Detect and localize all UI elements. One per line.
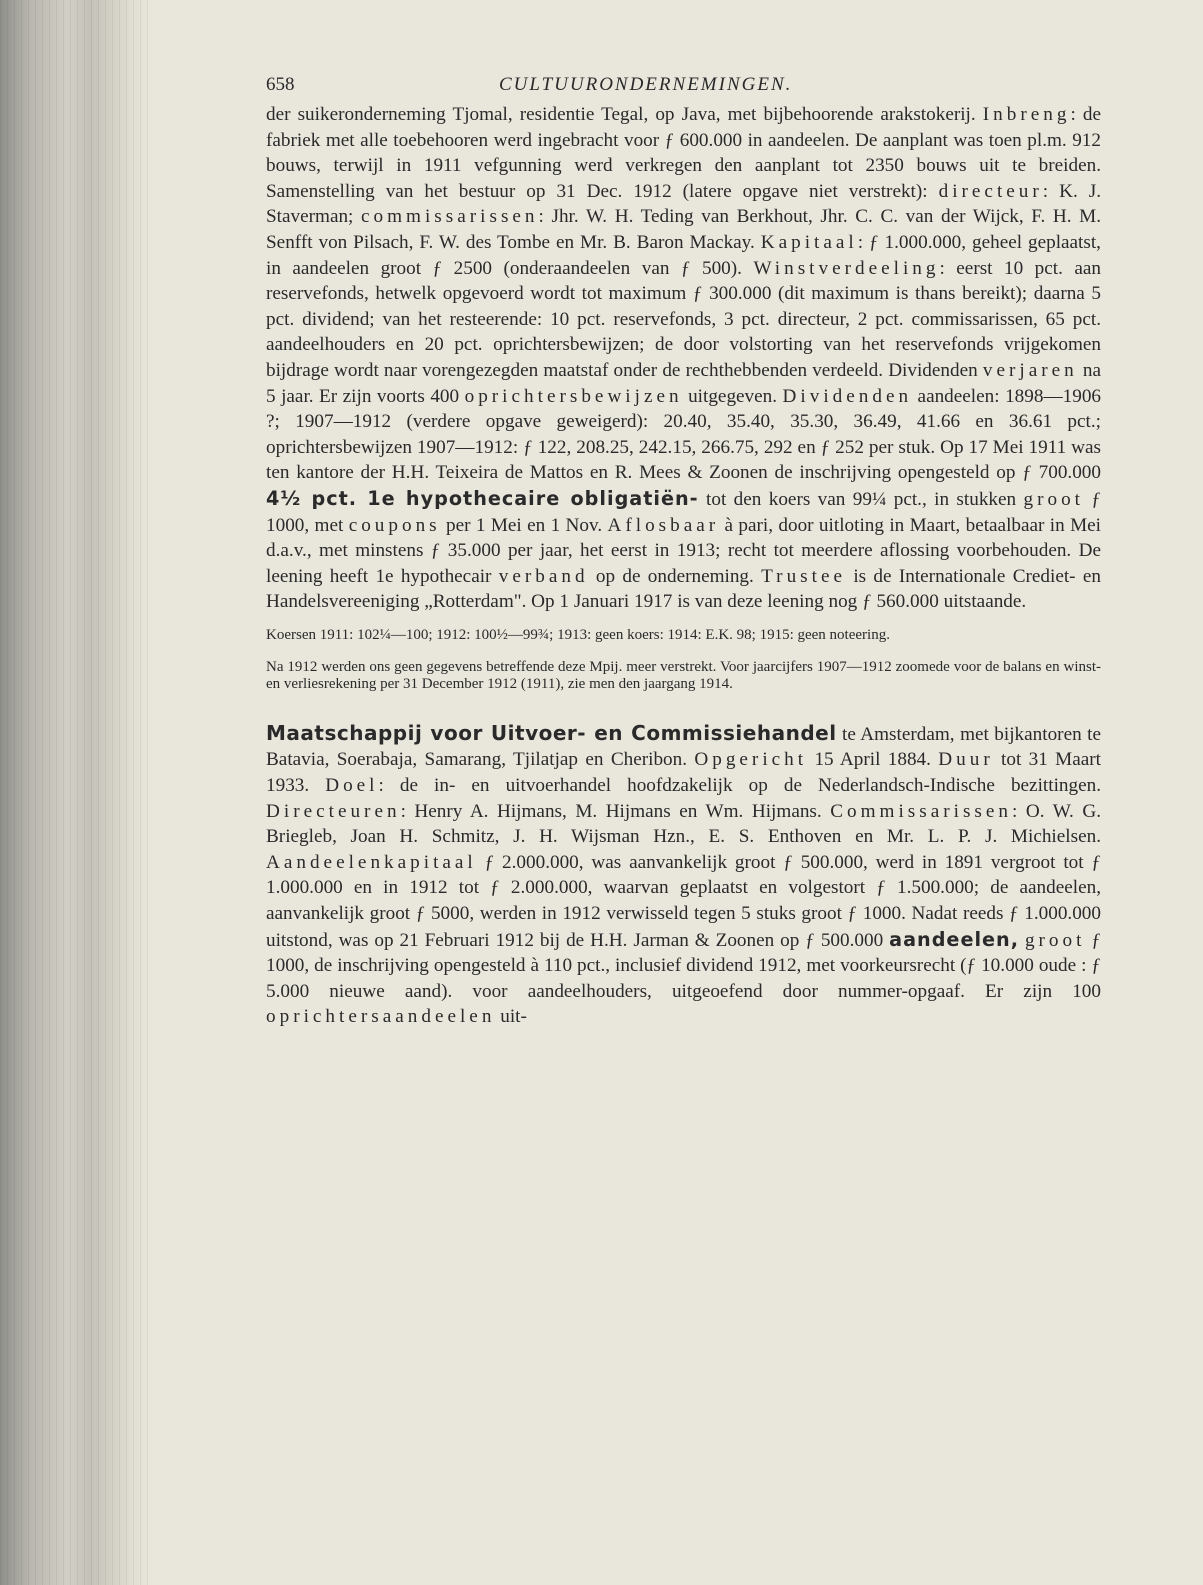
entry-title: Maatschappij voor Uitvoer- en Commissiehandel [266,720,837,745]
note-gegevens-text: Na 1912 werden ons geen gegevens betreffende deze Mpij. meer verstrekt. Voor jaarcijfers 1907—1912 zoomede voor de balans en winst- en verliesrekening per 31 December 1912 (1911), zie men den jaargang 1914. [266,658,1101,692]
entry-maatschappij-text: Maatschappij voor Uitvoer- en Commissiehandel te Amsterdam, met bijkantoren te Batavia, Soerabaja, Samarang, Tjilatjap en Cheribon. Opgericht 15 April 1884. Duur tot 31 Maart 1933. Doel: de in- en uitvoerhandel hoofdzakelijk op de Nederlandsch-Indische bezittingen. Directeuren: Henry A. Hijmans, M. Hijmans en Wm. Hijmans. Commissarissen: O. W. G. Briegleb, Joan H. Schmitz, J. H. Wijsman Hzn., E. S. Enthoven en Mr. L. P. J. Michielsen. Aandeelenkapitaal ƒ 2.000.000, was aanvankelijk groot ƒ 500.000, werd in 1891 vergroot tot ƒ 1.000.000 en in 1912 tot ƒ 2.000.000, waarvan geplaatst en volgestort ƒ 1.500.000; de aandeelen, aanvankelijk groot ƒ 5000, werden in 1912 verwisseld tegen 5 stuks groot ƒ 1000. Nadat reeds ƒ 1.000.000 uitstond, was op 21 Februari 1912 bij de H.H. Jarman & Zoonen op ƒ 500.000 aandeelen, groot ƒ 1000, de inschrijving opengesteld à 110 pct., inclusief dividend 1912, met voorkeursrecht (ƒ 10.000 oude : ƒ 5.000 nieuwe aand). voor aandeelhouders, uitgeoefend door nummer-opgaaf. Er zijn 100 oprichtersaandeelen uit- [266,720,1102,1028]
entry-tjomal-text: der suikeronderneming Tjomal, residentie Tegal, op Java, met bijbehoorende arakstokerij. Inbreng: de fabriek met alle toebehooren werd ingebracht voor ƒ 600.000 in aandeelen. De aanplant was toen pl.m. 912 bouws, terwijl in 1911 vefgunning werd verkregen den aanplant tot 2350 bouws uit te breiden. Samenstelling van het bestuur op 31 Dec. 1912 (latere opgave niet verstrekt): directeur: K. J. Staverman; commissarissen: Jhr. W. H. Teding van Berkhout, Jhr. C. C. van der Wijck, F. H. M. Senfft von Pilsach, F. W. des Tombe en Mr. B. Baron Mackay. Kapitaal: ƒ 1.000.000, geheel geplaatst, in aandeelen groot ƒ 2500 (onderaandeelen van ƒ 500). Winstverdeeling: eerst 10 pct. aan reservefonds, hetwelk opgevoerd wordt tot maximum ƒ 300.000 (dit maximum is thans bereikt); daarna 5 pct. dividend; van het resteerende: 10 pct. reservefonds, 3 pct. directeur, 2 pct. commissarissen, 65 pct. aandeelhouders en 20 pct. oprichtersbewijzen; de door volstorting van het reservefonds vrijgekomen bijdrage wordt naar vorengezegden maatstaf onder de rechthebbenden verdeeld. Dividenden verjaren na 5 jaar. Er zijn voorts 400 oprichtersbewijzen uitgegeven. Dividenden aandeelen: 1898—1906 ?; 1907—1912 (verdere opgave geweigerd): 20.40, 35.40, 35.30, 36.49, 41.66 en 36.61 pct.; oprichtersbewijzen 1907—1912: ƒ 122, 208.25, 242.15, 266.75, 292 en ƒ 252 per stuk. Op 17 Mei 1911 was ten kantore der H.H. Teixeira de Mattos en R. Mees & Zoonen de inschrijving opengesteld op ƒ 700.000 4½ pct. 1e hypothecaire obligatiën- tot den koers van 99¼ pct., in stukken groot ƒ 1000, met coupons per 1 Mei en 1 Nov. Aflosbaar à pari, door uitloting in Maart, betaalbaar in Mei d.a.v., met minstens ƒ 35.000 per jaar, het eerst in 1913; recht tot meerdere aflossing voorbehouden. De leening heeft 1e hypothecair verband op de onderneming. Trustee is de Internationale Crediet- en Handelsvereeniging „Rotterdam". Op 1 Januari 1917 is van deze leening nog ƒ 560.000 uitstaande. [266,104,1102,613]
page-number: 658 [266,74,295,95]
page-header [266,70,1101,102]
running-title: CULTUURONDERNEMINGEN. [499,74,793,95]
document-page [266,70,1101,1030]
note-koersen [266,627,1101,644]
note-koersen-text: Koersen 1911: 102¼—100; 1912: 100½—99¾; 1913: geen koers: 1914: E.K. 98; 1915: geen noteering. [266,626,890,643]
book-binding-edge [0,0,150,1585]
note-gegevens [266,659,1101,693]
entry-maatschappij [266,721,1101,1030]
entry-tjomal [266,102,1101,615]
